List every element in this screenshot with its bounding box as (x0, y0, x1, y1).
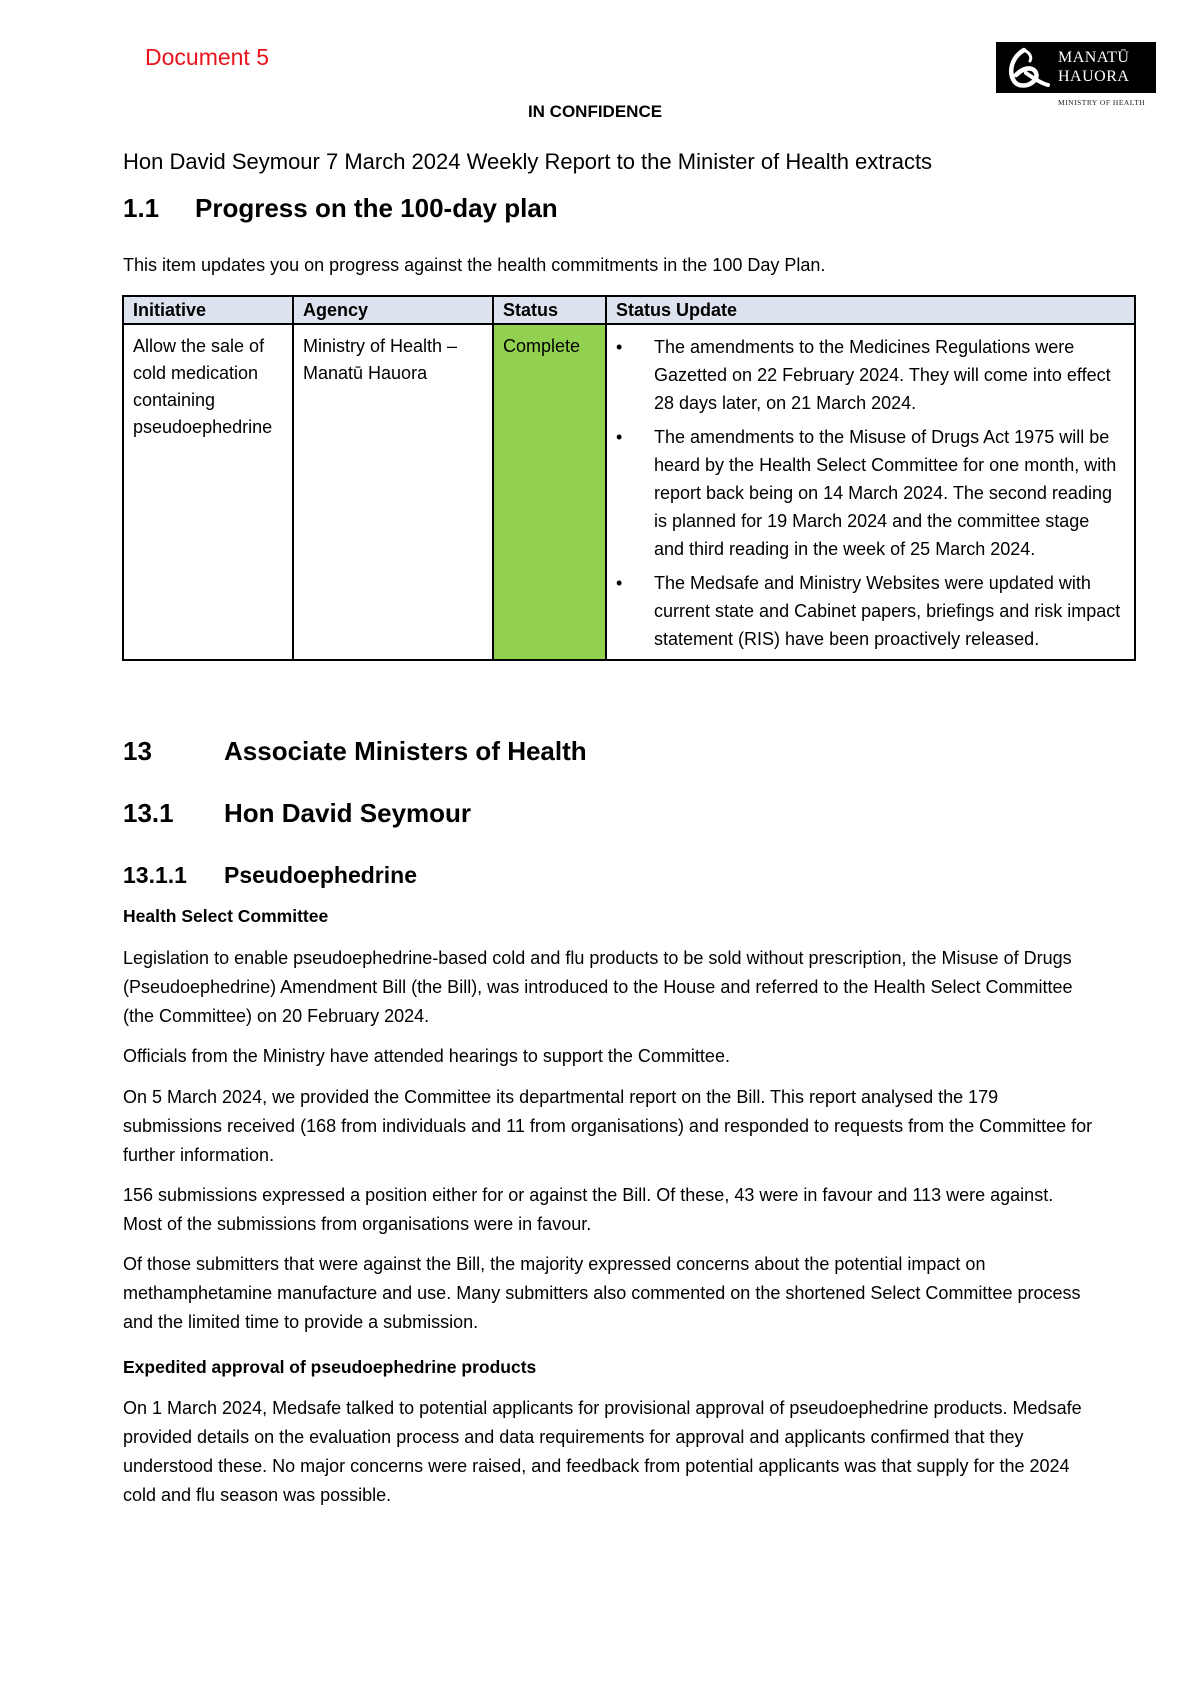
logo-line-2: HAUORA (1058, 68, 1130, 85)
column-header-initiative: Initiative (123, 296, 293, 324)
section-13-1-1-heading (123, 862, 417, 889)
section-number: 13.1.1 (123, 862, 187, 888)
progress-table (122, 295, 1136, 661)
bullet-icon: • (616, 337, 623, 357)
initiative-cell: Allow the sale of cold medication containing pseudoephedrine (123, 324, 293, 660)
section-title: Pseudoephedrine (224, 862, 417, 888)
update-text: The amendments to the Medicines Regulations were Gazetted on 22 February 2024. They will come into effect 28 days later, on 21 March 2024. (654, 337, 1111, 413)
column-header-agency: Agency (293, 296, 493, 324)
status-update-cell (606, 324, 1135, 660)
committee-paragraph: 156 submissions expressed a position either for or against the Bill. Of these, 43 were in favour and 113 were against. Most of the submissions from organisations were in favour. (123, 1185, 1054, 1234)
document-label: Document 5 (145, 44, 270, 70)
ministry-logo (996, 42, 1156, 108)
committee-subheading: Health Select Committee (123, 906, 329, 926)
section-13-1-heading (123, 798, 471, 829)
section-number: 13 (123, 736, 152, 766)
committee-paragraph: Legislation to enable pseudoephedrine-based cold and flu products to be sold without prescription, the Misuse of Drugs (Pseudoephedrine) Amendment Bill (the Bill), was introduced to the House and referred to the Health Select Committee (the Committee) on 20 February 2024. (123, 948, 1073, 1026)
table-header-row (123, 296, 1135, 324)
bullet-icon: • (616, 573, 623, 593)
status-update-list (616, 333, 1122, 653)
expedited-subheading: Expedited approval of pseudoephedrine products (123, 1357, 537, 1377)
column-header-status: Status (493, 296, 606, 324)
section-13-heading (123, 736, 587, 767)
section-intro: This item updates you on progress against the health commitments in the 100 Day Plan. (123, 255, 826, 275)
column-header-status-update: Status Update (606, 296, 1135, 324)
update-text: The amendments to the Misuse of Drugs Act 1975 will be heard by the Health Select Committee for one month, with report back being on 14 March 2024. The second reading is planned for 19 March 2024 and the committee stage and third reading in the week of 25 March 2024. (654, 427, 1117, 559)
committee-paragraph: Officials from the Ministry have attended hearings to support the Committee. (123, 1046, 730, 1066)
update-text: The Medsafe and Ministry Websites were updated with current state and Cabinet papers, briefings and risk impact statement (RIS) have been proactively released. (654, 573, 1121, 649)
status-cell: Complete (493, 324, 606, 660)
expedited-paragraph: On 1 March 2024, Medsafe talked to potential applicants for provisional approval of pseudoephedrine products. Medsafe provided details on the evaluation process and data requirements for approval and applicants confirmed that they understood these. No major concerns were raised, and feedback from potential applicants was that supply for the 2024 cold and flu season was possible. (123, 1398, 1082, 1505)
classification-label: IN CONFIDENCE (527, 102, 663, 121)
logo-subtitle: MINISTRY OF HEALTH (1058, 98, 1146, 107)
section-title: Progress on the 100-day plan (195, 193, 558, 223)
manatu-hauora-mark-icon (1004, 47, 1050, 89)
section-title: Hon David Seymour (224, 798, 472, 828)
section-title: Associate Ministers of Health (224, 736, 587, 766)
committee-paragraph: On 5 March 2024, we provided the Committee its departmental report on the Bill. This report analysed the 179 submissions received (168 from individuals and 11 from organisations) and responded to requests from the Committee for further information. (123, 1087, 1093, 1165)
committee-paragraph: Of those submitters that were against the Bill, the majority expressed concerns about the potential impact on methamphetamine manufacture and use. Many submitters also commented on the shortened Select Committee process and the limited time to provide a submission. (123, 1254, 1081, 1332)
section-number: 13.1 (123, 798, 174, 828)
agency-cell: Ministry of Health – Manatū Hauora (293, 324, 493, 660)
document-title: Hon David Seymour 7 March 2024 Weekly Report to the Minister of Health extracts (123, 149, 933, 174)
list-item (616, 423, 1122, 563)
table-row (123, 324, 1135, 660)
logo-wordmark (1058, 48, 1129, 86)
list-item (616, 333, 1122, 417)
list-item (616, 569, 1122, 653)
section-number: 1.1 (123, 193, 160, 223)
logo-line-1: MANATŪ (1058, 49, 1130, 66)
logo-box (996, 42, 1156, 93)
bullet-icon: • (616, 427, 623, 447)
section-1-1-heading (123, 193, 558, 224)
